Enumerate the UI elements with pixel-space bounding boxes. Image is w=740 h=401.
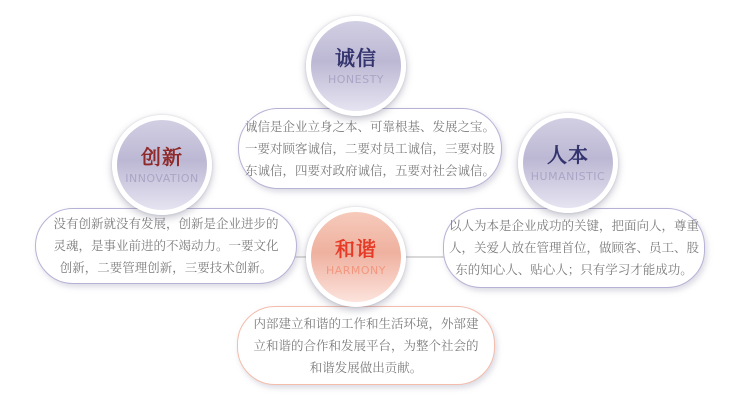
harmony-description-line: 和谐发展做出贡献。	[309, 359, 423, 375]
honesty-description-line: 东诚信，四要对政府诚信，五要对社会诚信。	[244, 162, 495, 178]
humanistic-description-line: 人，关爱人放在管理首位，做顾客、员工、股	[448, 240, 699, 255]
innovation-description-line: 创新，二要管理创新，三要技术创新。	[59, 260, 273, 275]
humanistic-description-line: 东的知心人、贴心人；只有学习才能成功。	[455, 262, 693, 277]
honesty-label-en: HONESTY	[327, 73, 385, 86]
harmony-label-en: HARMONY	[325, 264, 387, 277]
humanistic-label-zh: 人本	[547, 143, 589, 167]
humanistic-label-en: HUMANISTIC	[530, 170, 606, 183]
innovation-description-line: 没有创新就没有发展，创新是企业进步的	[53, 216, 279, 231]
honesty-label-zh: 诚信	[335, 46, 377, 70]
innovation-description-box	[35, 208, 297, 284]
harmony-circle	[306, 207, 406, 307]
innovation-description-line: 灵魂，是事业前进的不竭动力。一要文化	[53, 238, 279, 253]
innovation-label-en: INNOVATION	[125, 172, 199, 185]
humanistic-description-box	[443, 208, 705, 288]
harmony-description-box	[237, 306, 495, 385]
harmony-label-zh: 和谐	[335, 237, 377, 261]
honesty-circle	[306, 16, 406, 116]
honesty-description-line: 诚信是企业立身之本、可靠根基、发展之宝。	[244, 118, 495, 134]
harmony-description-line: 内部建立和谐的工作和生活环境，外部建	[253, 315, 479, 331]
humanistic-circle	[518, 113, 618, 213]
honesty-description-box	[238, 108, 502, 189]
innovation-label-zh: 创新	[141, 145, 183, 169]
harmony-description-line: 立和谐的合作和发展平台，为整个社会的	[253, 337, 479, 353]
connector-line-right	[402, 256, 446, 258]
humanistic-description-line: 以人为本是企业成功的关键，把面向人，尊重	[448, 218, 699, 233]
honesty-description-line: 一要对顾客诚信，二要对员工诚信，三要对股	[244, 140, 495, 156]
innovation-circle	[112, 115, 212, 215]
